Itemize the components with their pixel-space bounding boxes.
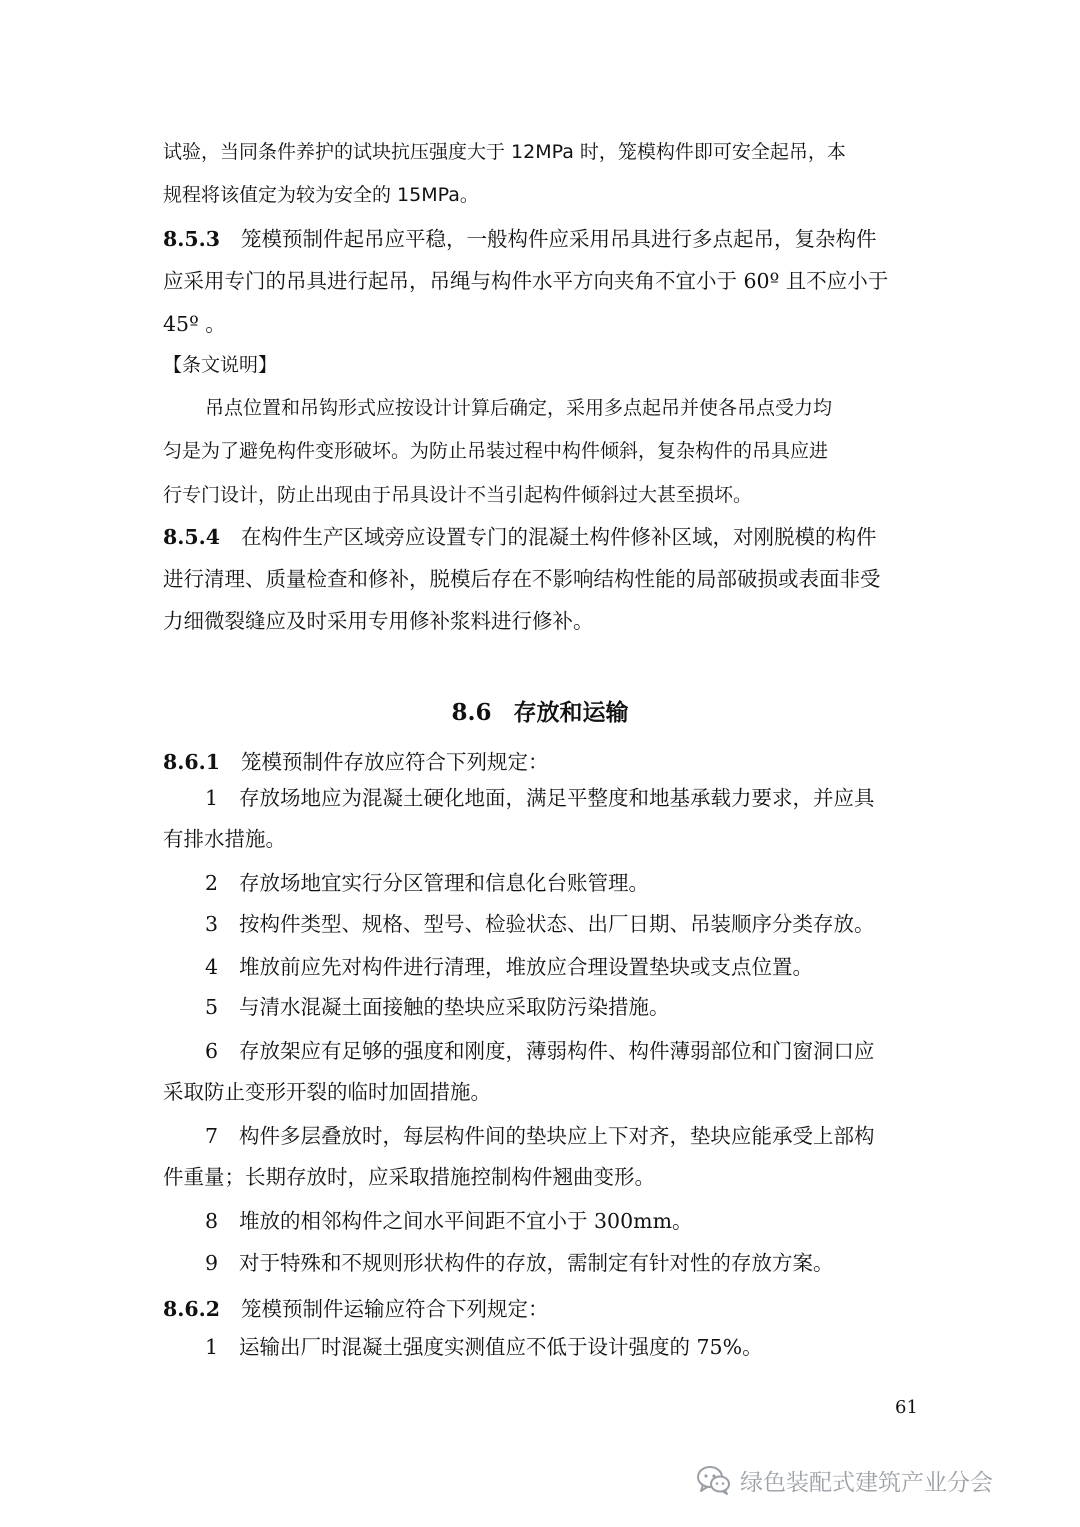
list-number: 6 (205, 1039, 219, 1063)
list-text: 存放场地应为混凝土硬化地面，满足平整度和地基承载力要求，并应具 (239, 786, 875, 810)
list-item-9 (205, 1249, 919, 1277)
clause-number: 8.5.3 (163, 227, 221, 251)
list-item-6 (205, 1037, 919, 1065)
clause-number: 8.6.1 (163, 750, 221, 774)
list-item-5 (205, 993, 919, 1021)
clause-text: 在构件生产区域旁应设置专门的混凝土构件修补区域，对刚脱模的构件 (241, 525, 877, 549)
list-number: 5 (205, 995, 219, 1019)
list-number: 8 (205, 1209, 219, 1233)
list-number: 7 (205, 1124, 219, 1148)
clause-text: 笼模预制件起吊应平稳，一般构件应采用吊具进行多点起吊，复杂构件 (241, 227, 877, 251)
list-item-1-line-2: 有排水措施。 (163, 827, 286, 851)
clause-8-6-1 (163, 748, 919, 776)
explanation-line-3: 行专门设计，防止出现由于吊具设计不当引起构件倾斜过大甚至损坏。 (163, 484, 753, 506)
wechat-icon (696, 1464, 732, 1496)
clause-explanation-label: 【条文说明】 (163, 354, 278, 376)
clause-8-5-3-line-3: 45º 。 (163, 312, 226, 336)
list-item-8 (205, 1207, 919, 1235)
list-text: 堆放前应先对构件进行清理，堆放应合理设置垫块或支点位置。 (239, 955, 813, 979)
list-number: 3 (205, 912, 219, 936)
list-number: 9 (205, 1251, 219, 1275)
list-text: 与清水混凝土面接触的垫块应采取防污染措施。 (239, 995, 670, 1019)
list-text: 构件多层叠放时，每层构件间的垫块应上下对齐，垫块应能承受上部构 (239, 1124, 875, 1148)
list-number: 1 (205, 1335, 219, 1359)
continued-text-line-2: 规程将该值定为较为安全的 15MPa。 (163, 184, 479, 206)
clause-8-5-4-line-3: 力细微裂缝应及时采用专用修补浆料进行修补。 (163, 609, 594, 633)
section-number: 8.6 (451, 699, 492, 726)
clause-8-5-3 (163, 225, 919, 253)
clause-8-5-4 (163, 523, 919, 551)
transport-item-1 (205, 1333, 919, 1361)
page-number: 61 (895, 1397, 918, 1418)
list-number: 4 (205, 955, 219, 979)
list-item-7-line-2: 件重量；长期存放时，应采取措施控制构件翘曲变形。 (163, 1165, 655, 1189)
list-text: 存放架应有足够的强度和刚度，薄弱构件、构件薄弱部位和门窗洞口应 (239, 1039, 875, 1063)
watermark (696, 1460, 993, 1500)
clause-8-5-4-line-2: 进行清理、质量检查和修补，脱模后存在不影响结构性能的局部破损或表面非受 (163, 567, 881, 591)
continued-text-line-1: 试验，当同条件养护的试块抗压强度大于 12MPa 时，笼模构件即可安全起吊，本 (163, 141, 846, 163)
list-item-6-line-2: 采取防止变形开裂的临时加固措施。 (163, 1080, 491, 1104)
list-text: 运输出厂时混凝土强度实测值应不低于设计强度的 75%。 (239, 1335, 763, 1359)
clause-number: 8.5.4 (163, 525, 221, 549)
list-item-2 (205, 869, 919, 897)
list-text: 按构件类型、规格、型号、检验状态、出厂日期、吊装顺序分类存放。 (239, 912, 875, 936)
clause-8-5-3-line-2: 应采用专门的吊具进行起吊，吊绳与构件水平方向夹角不宜小于 60º 且不应小于 (163, 269, 889, 293)
list-item-3 (205, 910, 919, 938)
list-text: 堆放的相邻构件之间水平间距不宜小于 300mm。 (239, 1209, 693, 1233)
list-item-1 (205, 784, 919, 812)
explanation-line-1: 吊点位置和吊钩形式应按设计计算后确定，采用多点起吊并使各吊点受力均 (205, 397, 833, 419)
clause-text: 笼模预制件运输应符合下列规定： (241, 1297, 549, 1321)
watermark-text: 绿色装配式建筑产业分会 (740, 1469, 993, 1496)
section-title: 存放和运输 (513, 699, 629, 726)
list-text: 存放场地宜实行分区管理和信息化台账管理。 (239, 871, 649, 895)
clause-text: 笼模预制件存放应符合下列规定： (241, 750, 549, 774)
list-text: 对于特殊和不规则形状构件的存放，需制定有针对性的存放方案。 (239, 1251, 834, 1275)
clause-8-6-2 (163, 1295, 919, 1323)
section-heading (0, 697, 1080, 729)
clause-number: 8.6.2 (163, 1297, 221, 1321)
list-number: 1 (205, 786, 219, 810)
list-number: 2 (205, 871, 219, 895)
explanation-line-2: 匀是为了避免构件变形破坏。为防止吊装过程中构件倾斜，复杂构件的吊具应进 (163, 440, 829, 462)
list-item-7 (205, 1122, 919, 1150)
list-item-4 (205, 953, 919, 981)
